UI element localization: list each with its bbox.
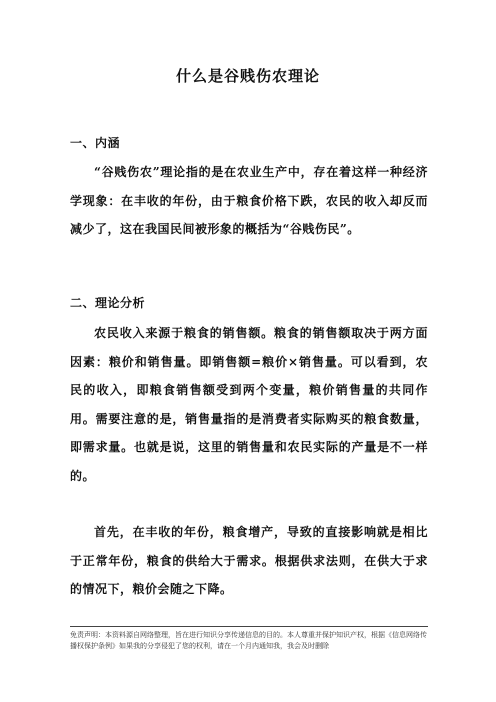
section-heading-analysis: 二、理论分析: [70, 296, 146, 310]
document-title: 什么是谷贱伤农理论: [175, 67, 320, 85]
paragraph-supply-demand: 首先，在丰收的年份，粮食增产，导致的直接影响就是相比于正常年份，粮食的供给大于需求。根据供求法则，在供大于求的情况下，粮价会随之下降。: [70, 525, 428, 596]
paragraph-income-source: 农民收入来源于粮食的销售额。粮食的销售额取决于两方面因素：粮价和销售量。即销售额=粮价×销售量。可以看到，农民的收入，即粮食销售额受到两个变量，粮价销售量的共同作用。需要注意的是，销售量指的是消费者实际购买的粮食数量，即需求量。也就是说，这里的销售量和农民实际的产量是不一样的。: [70, 326, 428, 483]
section-heading-connotation: 一、内涵: [70, 136, 121, 150]
footer-disclaimer: 免责声明：本资料源自网络整理，旨在进行知识分享传递信息的目的。本人尊重并保护知识产权，根据《信息网络传播权保护条例》如果我的分享侵犯了您的权利，请在一个月内通知我，我会及时删除: [70, 631, 427, 650]
footer-divider: [70, 626, 428, 627]
paragraph-definition: “谷贱伤农”理论指的是在农业生产中，存在着这样一种经济学现象：在丰收的年份，由于粮食价格下跌，农民的收入却反而减少了，这在我国民间被形象的概括为“谷贱伤民”。: [70, 165, 428, 236]
